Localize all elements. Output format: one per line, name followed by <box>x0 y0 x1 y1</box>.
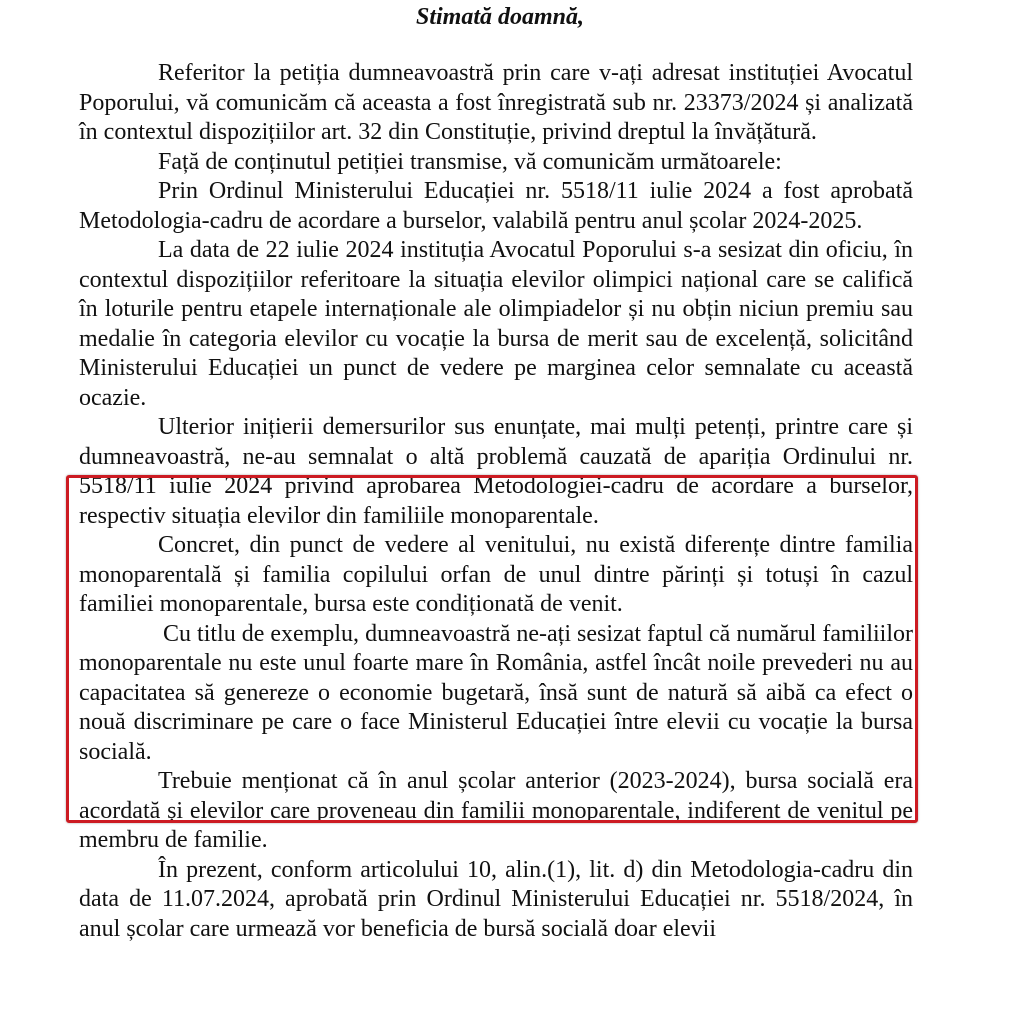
paragraph-current-methodology: În prezent, conform articolului 10, alin.(1), lit. d) din Metodologia-cadru din data de 11.07.2024, aprobată prin Ordinul Ministerului Educației nr. 5518/2024, în anul școlar care urmează vor beneficia de bursă socială doar elevii <box>79 856 913 942</box>
highlighted-section <box>79 413 913 767</box>
paragraph-previous-year: Trebuie menționat că în anul școlar anterior (2023-2024), bursa socială era acordată și elevilor care proveneau din familii monoparentale, indiferent de venitul pe membru de familie. <box>79 768 913 853</box>
paragraph-discrimination-example: Cu titlu de exemplu, dumneavoastră ne-ați sesizat faptul că numărul familiilor monoparentale nu este unul foarte mare în România, astfel încât noile prevederi nu au capacitatea să genereze o economie bugetară, însă sunt de natură să aibă ca efect o nouă discriminare pe care o face Ministerul Educației între elevii cu vocație la bursa socială. <box>79 620 913 765</box>
salutation: Stimată doamnă, <box>415 4 585 30</box>
paragraph-self-notification: La data de 22 iulie 2024 instituția Avocatul Poporului s-a sesizat din oficiu, în contextul dispozițiilor referitoare la situația elevilor olimpici național care se califică în loturile pentru etapele internaționale ale olimpiadelor și nu obțin niciun premiu sau medalie în categoria elevilor cu vocație la bursa de merit sau de excelență, solicitând Ministerului Educației un punct de vedere pe marginea celor semnalate cu această ocazie. <box>79 237 913 411</box>
paragraph-income-difference: Concret, din punct de vedere al venitului, nu există diferențe dintre familia monoparentală și familia copilului orfan de unul dintre părinți și totuși în cazul familiei monoparentale, bursa este condiționată de venit. <box>79 532 913 617</box>
letter-body <box>79 59 913 944</box>
paragraph-monoparental-issue: Ulterior inițierii demersurilor sus enunțate, mai mulți petenți, printre care și dumneavoastră, ne-au semnalat o altă problemă cauzată de apariția Ordinului nr. 5518/11 iulie 2024 privind aprobarea Metodologiei-cadru de acordare a burselor, respectiv situația elevilor din familiile monoparentale. <box>79 414 913 529</box>
paragraph-order-approval: Prin Ordinul Ministerului Educației nr. 5518/11 iulie 2024 a fost aprobată Metodologia-cadru de acordare a burselor, valabilă pentru anul școlar 2024-2025. <box>79 178 913 234</box>
paragraph-communication-intro: Față de conținutul petiției transmise, vă comunicăm următoarele: <box>158 148 782 175</box>
paragraph-petition-reference: Referitor la petiția dumneavoastră prin care v-ați adresat instituției Avocatul Poporului, vă comunicăm că aceasta a fost înregistrată sub nr. 23373/2024 și analizată în contextul dispozițiilor art. 32 din Constituție, privind dreptul la învățătură. <box>79 60 913 145</box>
